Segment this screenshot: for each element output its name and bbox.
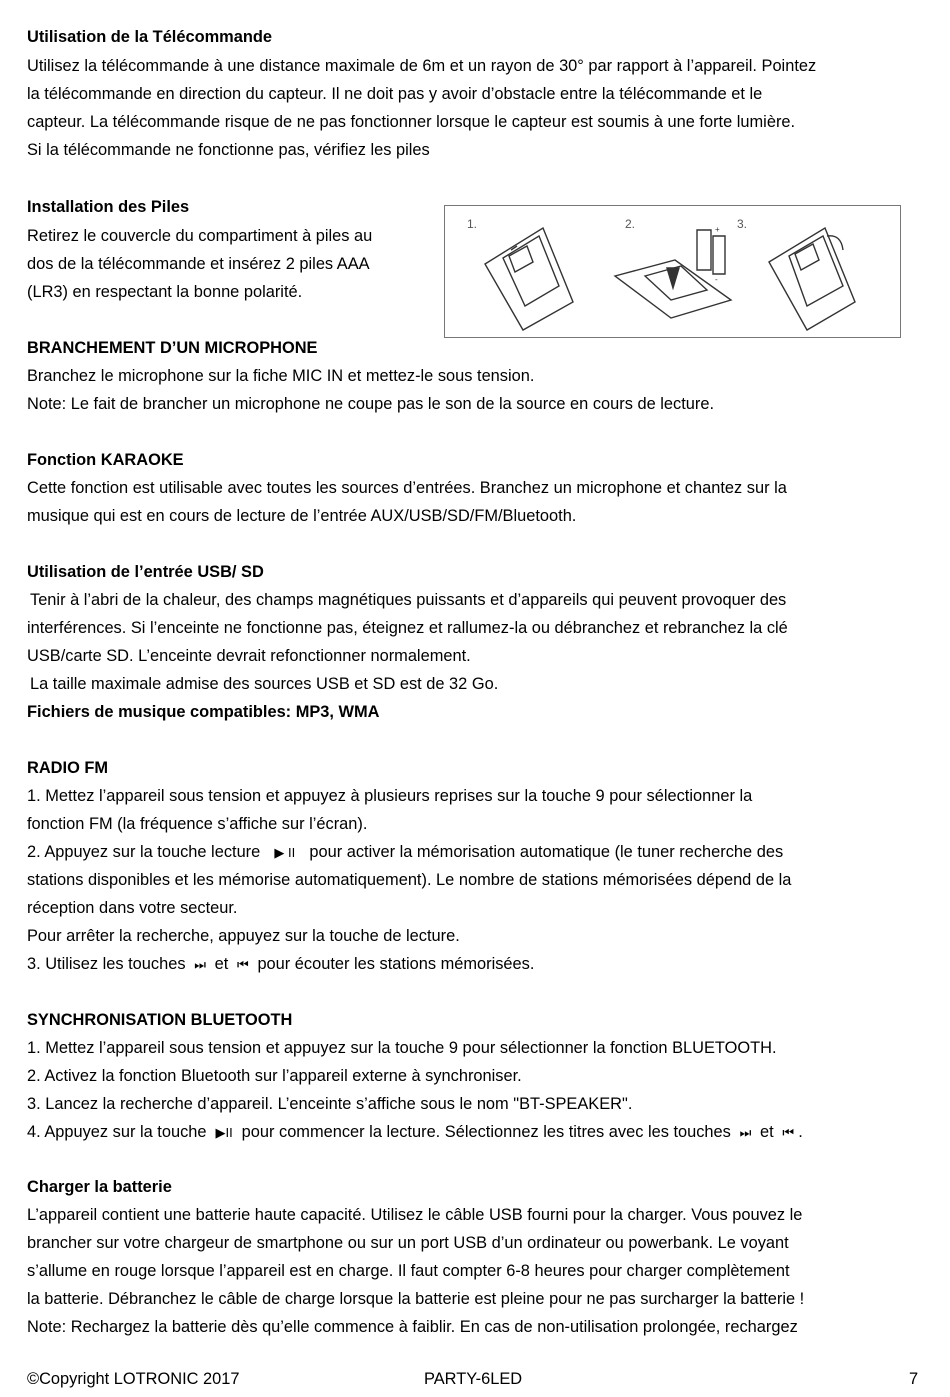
figure-step-label: 2. <box>625 217 636 231</box>
paragraph-line: Branchez le microphone sur la fiche MIC IN et mettez-le sous tension. <box>27 367 535 385</box>
paragraph-line: 2. Activez la fonction Bluetooth sur l’appareil externe à synchroniser. <box>27 1067 522 1085</box>
paragraph-line: dos de la télécommande et insérez 2 piles AAA <box>27 255 370 273</box>
section-title-radio: RADIO FM <box>27 759 109 777</box>
paragraph-line: 1. Mettez l’appareil sous tension et appuyez à plusieurs reprises sur la touche 9 pour sélectionner la <box>27 787 753 805</box>
paragraph-line: 3. Lancez la recherche d’appareil. L’enceinte s’affiche sous le nom "BT-SPEAKER". <box>27 1095 633 1113</box>
paragraph-line: Note: Rechargez la batterie dès qu’elle commence à faiblir. En cas de non-utilisation prolongée, rechargez <box>27 1318 798 1336</box>
inline-text: 2. Appuyez sur la touche lecture <box>27 843 261 861</box>
next-track-icon: ⏭ <box>194 957 206 972</box>
section-title-piles: Installation des Piles <box>27 198 190 216</box>
paragraph-line: Utilisez la télécommande à une distance maximale de 6m et un rayon de 30° par rapport à l’appareil. Pointez <box>27 57 817 75</box>
paragraph-line: Cette fonction est utilisable avec toutes les sources d’entrées. Branchez un microphone et chantez sur la <box>27 479 787 497</box>
svg-text:-: - <box>715 275 718 284</box>
inline-text: et <box>760 1123 774 1141</box>
paragraph-line: fonction FM (la fréquence s’affiche sur l’écran). <box>27 815 368 833</box>
compatible-formats: Fichiers de musique compatibles: MP3, WMA <box>27 703 380 721</box>
paragraph-line <box>27 1122 803 1143</box>
footer-model: PARTY-6LED <box>424 1370 523 1388</box>
paragraph-line: la batterie. Débranchez le câble de charge lorsque la batterie est pleine pour ne pas surcharger la batterie ! <box>27 1290 805 1308</box>
paragraph-line: s’allume en rouge lorsque l’appareil est en charge. Il faut compter 6-8 heures pour charger complètement <box>27 1262 790 1280</box>
paragraph-line <box>27 842 783 863</box>
section-title-bluetooth: SYNCHRONISATION BLUETOOTH <box>27 1011 293 1029</box>
paragraph-line: capteur. La télécommande risque de ne pas fonctionner lorsque le capteur est soumis à une forte lumière. <box>27 113 796 131</box>
section-title-batterie: Charger la batterie <box>27 1178 172 1196</box>
figure-step-label: 1. <box>467 217 478 231</box>
remote-batteries-icon <box>615 225 731 318</box>
paragraph-line: brancher sur votre chargeur de smartphone ou sur un port USB d’un ordinateur ou powerbank. Le voyant <box>27 1234 789 1252</box>
section-title-usb: Utilisation de l’entrée USB/ SD <box>27 563 264 581</box>
battery-installation-illustration <box>445 206 899 336</box>
page-number: 7 <box>909 1370 919 1388</box>
paragraph-line: musique qui est en cours de lecture de l’entrée AUX/USB/SD/FM/Bluetooth. <box>27 507 577 525</box>
section-title-microphone: BRANCHEMENT D’UN MICROPHONE <box>27 339 318 357</box>
inline-text: . <box>798 1123 803 1141</box>
figure-step-label: 3. <box>737 217 748 231</box>
inline-text: et <box>214 955 229 973</box>
play-pause-icon: ▶ II <box>274 845 296 860</box>
prev-track-icon: ⏮ <box>782 1125 795 1140</box>
paragraph-line: L’appareil contient une batterie haute capacité. Utilisez le câble USB fourni pour la charger. Vous pouvez le <box>27 1206 803 1224</box>
prev-track-icon: ⏮ <box>237 957 249 972</box>
inline-text: pour écouter les stations mémorisées. <box>257 955 535 973</box>
svg-text:+: + <box>715 225 720 234</box>
paragraph-line: Note: Le fait de brancher un microphone ne coupe pas le son de la source en cours de lecture. <box>27 395 715 413</box>
paragraph-line: Pour arrêter la recherche, appuyez sur la touche de lecture. <box>27 927 460 945</box>
inline-text: pour commencer la lecture. Sélectionnez les titres avec les touches <box>241 1123 731 1141</box>
paragraph-line: réception dans votre secteur. <box>27 899 238 917</box>
footer-copyright: ©Copyright LOTRONIC 2017 <box>27 1370 240 1388</box>
inline-text: pour activer la mémorisation automatique (le tuner recherche des <box>309 843 784 861</box>
section-title-telecommande: Utilisation de la Télécommande <box>27 28 273 46</box>
paragraph-line: La taille maximale admise des sources USB et SD est de 32 Go. <box>30 675 499 693</box>
paragraph-line: Tenir à l’abri de la chaleur, des champs magnétiques puissants et d’appareils qui peuvent provoquer des <box>30 591 787 609</box>
next-track-icon: ⏭ <box>739 1125 752 1140</box>
paragraph-line: interférences. Si l’enceinte ne fonctionne pas, éteignez et rallumez-la ou débranchez et rebranchez la clé <box>27 619 788 637</box>
play-pause-icon: ▶II <box>215 1125 233 1140</box>
inline-text: 3. Utilisez les touches <box>27 955 186 973</box>
paragraph-line <box>27 954 534 975</box>
paragraph-line: Si la télécommande ne fonctionne pas, vérifiez les piles <box>27 141 430 159</box>
remote-closed-icon <box>769 228 855 330</box>
paragraph-line: stations disponibles et les mémorise automatiquement). Le nombre de stations mémorisées dépend de la <box>27 871 792 889</box>
paragraph-line: Retirez le couvercle du compartiment à piles au <box>27 227 373 245</box>
section-title-karaoke: Fonction KARAOKE <box>27 451 184 469</box>
paragraph-line: la télécommande en direction du capteur. Il ne doit pas y avoir d’obstacle entre la télécommande et le <box>27 85 763 103</box>
battery-installation-figure <box>444 205 901 338</box>
inline-text: 4. Appuyez sur la touche <box>27 1123 207 1141</box>
paragraph-line: USB/carte SD. L’enceinte devrait refonctionner normalement. <box>27 647 471 665</box>
paragraph-line: (LR3) en respectant la bonne polarité. <box>27 283 303 301</box>
paragraph-line: 1. Mettez l’appareil sous tension et appuyez sur la touche 9 pour sélectionner la fonction BLUETOOTH. <box>27 1039 777 1057</box>
remote-back-icon <box>485 228 573 330</box>
